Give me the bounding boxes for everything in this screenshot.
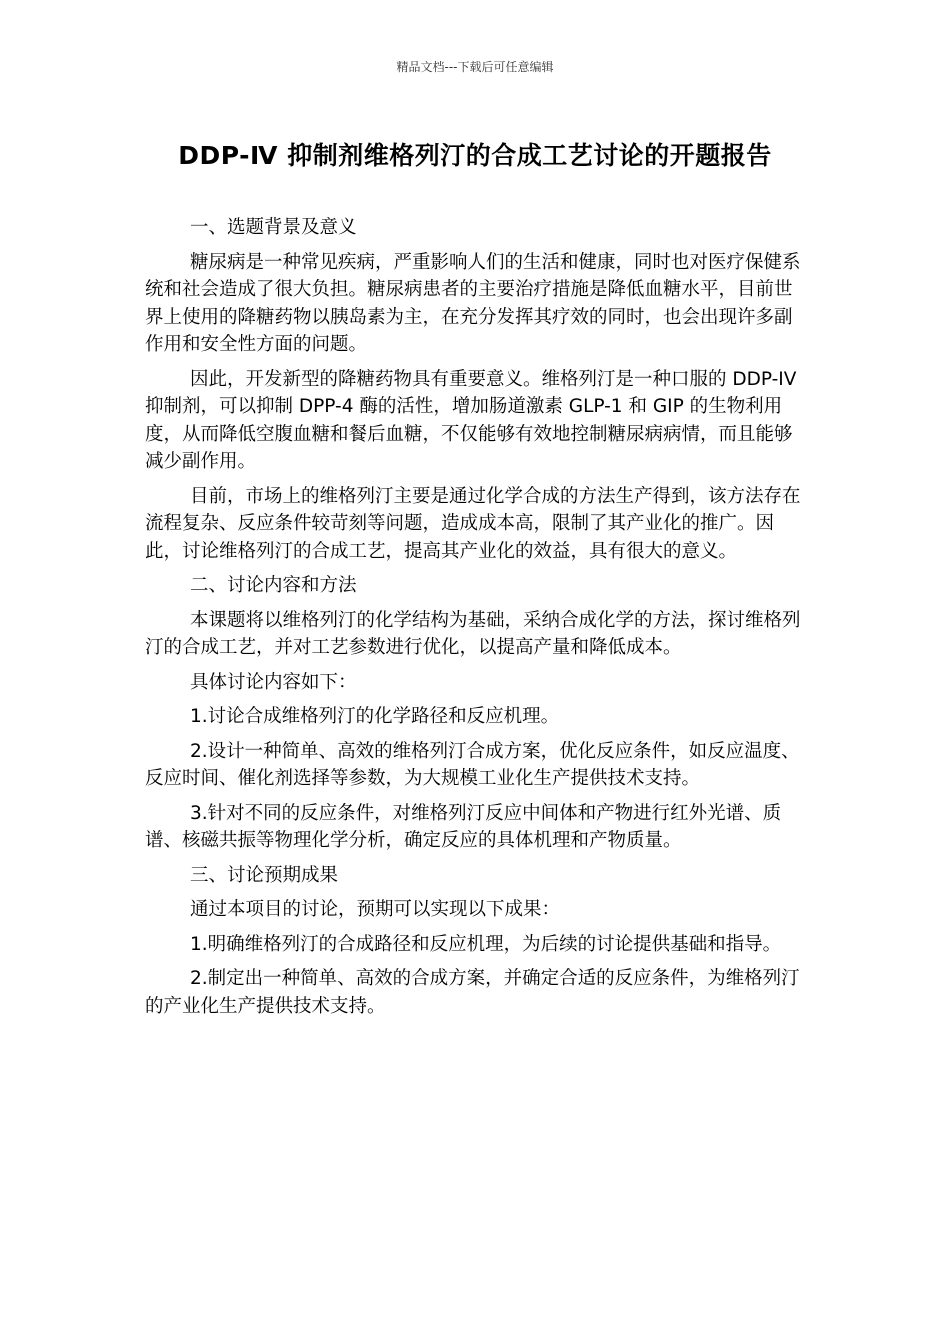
paragraph: 本课题将以维格列汀的化学结构为基础，采纳合成化学的方法，探讨维格列汀的合成工艺，并对工艺参数进行优化，以提高产量和降低成本。 — [145, 609, 801, 658]
section-heading-background: 一、选题背景及意义 — [190, 217, 357, 238]
section-heading-content-method: 二、讨论内容和方法 — [190, 575, 357, 596]
list-item: 2.制定出一种简单、高效的合成方案，并确定合适的反应条件，为维格列汀的产业化生产提供技术支持。 — [145, 968, 800, 1017]
paragraph: 目前，市场上的维格列汀主要是通过化学合成的方法生产得到，该方法存在流程复杂、反应条件较苛刻等问题，造成成本高，限制了其产业化的推广。因此，讨论维格列汀的合成工艺，提高其产业化的效益，具有很大的意义。 — [145, 485, 801, 562]
document-title: DDP-Ⅳ 抑制剂维格列汀的合成工艺讨论的开题报告 — [178, 141, 772, 170]
paragraph: 因此，开发新型的降糖药物具有重要意义。维格列汀是一种口服的 DDP-IV 抑制剂，可以抑制 DPP-4 酶的活性，增加肠道激素 GLP-1 和 GIP 的生物利用度，从而降低空腹血糖和餐后血糖，不仅能够有效地控制糖尿病病情，而且能够减少副作用。 — [145, 368, 797, 472]
page-header-note: 精品文档---下载后可任意编辑 — [396, 60, 554, 74]
paragraph: 糖尿病是一种常见疾病，严重影响人们的生活和健康，同时也对医疗保健系统和社会造成了很大负担。糖尿病患者的主要治疗措施是降低血糖水平，目前世界上使用的降糖药物以胰岛素为主，在充分发挥其疗效的同时，也会出现许多副作用和安全性方面的问题。 — [145, 251, 801, 355]
list-item: 2.设计一种简单、高效的维格列汀合成方案，优化反应条件，如反应温度、反应时间、催化剂选择等参数，为大规模工业化生产提供技术支持。 — [145, 740, 800, 789]
list-item: 1.讨论合成维格列汀的化学路径和反应机理。 — [190, 706, 560, 727]
list-item: 3.针对不同的反应条件，对维格列汀反应中间体和产物进行红外光谱、质谱、核磁共振等物理化学分析，确定反应的具体机理和产物质量。 — [145, 802, 782, 851]
paragraph: 通过本项目的讨论，预期可以实现以下成果： — [190, 899, 561, 920]
paragraph: 具体讨论内容如下： — [190, 671, 357, 693]
list-item: 1.明确维格列汀的合成路径和反应机理，为后续的讨论提供基础和指导。 — [190, 933, 782, 955]
document-body — [145, 214, 810, 1027]
section-heading-expected-results: 三、讨论预期成果 — [190, 864, 339, 886]
